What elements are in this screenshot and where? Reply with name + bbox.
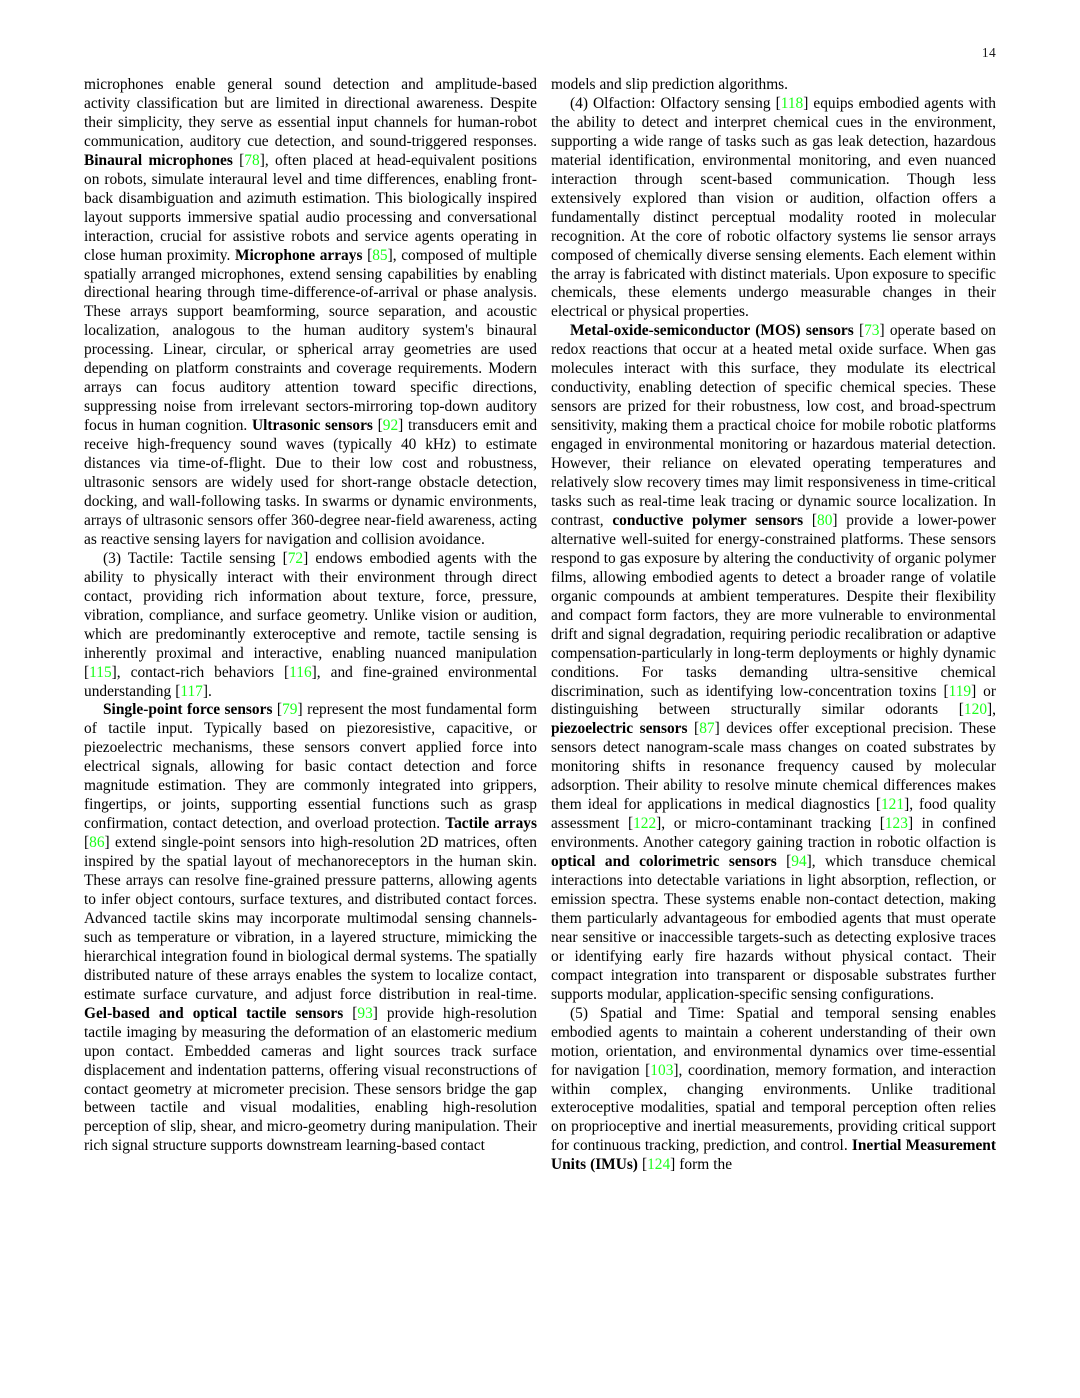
- body-text: [: [272, 701, 283, 719]
- term-bold: Inertial Measurement Units (IMUs): [551, 1137, 996, 1174]
- body-text: ], or micro-contaminant tracking [: [656, 815, 885, 833]
- citation-link[interactable]: 116: [289, 663, 312, 681]
- citation-link[interactable]: 80: [817, 511, 833, 529]
- body-text: ] represent the most fundamental form of tactile input. Typically based on piezoresistive, capacitive, or piezoelectric mechanisms, these sensors convert applied force into electrical signals, allowing for basic contact detection and force magnitude estimation. They are commonly integrated into grippers, fingertips, or joints, supporting essential functions such as grasp confirmation, contact detection, and overload protection.: [84, 701, 537, 833]
- citation-link[interactable]: 79: [282, 701, 298, 719]
- body-text: ] provide high-resolution tactile imaging by measuring the deformation of an elastomeric medium upon contact. Embedded cameras and light sources track surface displacement and indentation patterns, offering visual reconstructions of contact geometry at micrometer precision. These sensors bridge the gap between tactile and visual modalities, enabling high-resolution perception of slip, shear, and micro-geometry during manipulation. Their rich signal structure supports downstream learning-based contact: [84, 1004, 537, 1155]
- citation-link[interactable]: 123: [884, 815, 908, 833]
- citation-link[interactable]: 93: [357, 1004, 373, 1022]
- body-text: [: [776, 853, 792, 871]
- body-text: ], contact-rich behaviors [: [111, 663, 290, 681]
- term-bold: optical and colorimetric sensors: [551, 853, 777, 871]
- body-text: models and slip prediction algorithms.: [551, 76, 788, 93]
- term-bold: Ultrasonic sensors: [251, 417, 373, 435]
- paragraph: [84, 76, 537, 550]
- body-text: (3) Tactile: Tactile sensing [: [103, 549, 288, 567]
- term-bold: Metal-oxide-semiconductor (MOS) sensors: [570, 322, 854, 340]
- paragraph: [551, 322, 996, 1004]
- citation-link[interactable]: 94: [791, 853, 807, 871]
- body-text: (4) Olfaction: Olfactory sensing [: [570, 94, 781, 112]
- term-bold: Single-point force sensors: [103, 701, 273, 719]
- body-text: [: [687, 720, 700, 738]
- citation-link[interactable]: 72: [287, 549, 304, 567]
- citation-link[interactable]: 86: [89, 834, 105, 852]
- body-text: [: [232, 151, 245, 169]
- citation-link[interactable]: 120: [963, 701, 988, 719]
- two-column-body: [84, 76, 996, 1361]
- citation-link[interactable]: 119: [948, 682, 972, 700]
- body-text: [: [372, 417, 383, 435]
- citation-link[interactable]: 121: [880, 796, 905, 814]
- body-text: ] endows embodied agents with the ability to physically interact with their environment through direct contact, providing rich information about texture, force, pressure, vibration, compliance, and surface geometry. Unlike vision or audition, which are predominantly exteroceptive and remote, tactile sensing is inherently proximal and interactive, enabling nuanced manipulation [: [84, 549, 538, 681]
- body-text: [: [853, 322, 865, 340]
- body-text: ], composed of multiple spatially arranged microphones, extend sensing capabilities by enabling directional hearing through time-difference-of-arrival or phase analysis. These arrays support beamforming, source separation, and acoustic localization, analogous to the human auditory system's binaural processing. Linear, circular, or spherical array geometries are used depending on platform constraints and coverage requirements. Modern arrays can focus auditory attention toward specific directions, suppressing noise from irrelevant sectors-mirroring top-down auditory focus in human cognition.: [84, 246, 537, 435]
- body-text: ] equips embodied agents with the ability to detect and interpret chemical cues in the environment, supporting a wide range of tasks such as gas leak detection, hazardous material identification, environmental monitoring, and even nuanced interaction through scent-based communication. Though less extensively explored than vision or audition, olfaction offers a fundamentally distinct perceptual modality rooted in molecular recognition. At the core of robotic olfactory systems lie sensor arrays composed of chemically diverse sensing elements. Each element within the array is fabricated with distinct materials. Upon exposure to specific chemicals, these elements undergo measurable changes in their electrical or physical properties.: [551, 94, 996, 321]
- body-text: ] in confined environments. Another category gaining traction in robotic olfaction is: [551, 815, 996, 852]
- left-column: [84, 76, 537, 1361]
- body-text: ] transducers emit and receive high-frequency sound waves (typically 40 kHz) to estimate distances via time-of-flight. Due to their low cost and robustness, ultrasonic sensors are widely used for short-range obstacle detection, docking, and wall-following tasks. In swarms or dynamic environments, arrays of ultrasonic sensors offer 360-degree near-field awareness, acting as reactive sensing layers for navigation and collision avoidance.: [84, 417, 538, 548]
- citation-link[interactable]: 117: [180, 682, 203, 700]
- term-bold: conductive polymer sensors: [612, 511, 804, 529]
- body-text: [: [84, 834, 90, 852]
- body-text: ] extend single-point sensors into high-resolution 2D matrices, often inspired by the spatial layout of mechanoreceptors in the human skin. These arrays can resolve fine-grained pressure patterns, allowing agents to infer object contours, surface textures, and distributed contact forces. Advanced tactile skins may incorporate multimodal sensing channels-such as temperature or vibration, in a layered structure, mimicking the hierarchical integration found in biological dermal systems. The spatially distributed nature of these arrays enables the system to localize contact, estimate surface curvature, and adjust force distribution in real-time.: [84, 834, 537, 1003]
- body-text: (5) Spatial and Time: Spatial and temporal sensing enables embodied agents to maintain a coherent understanding of their own motion, orientation, and environmental dynamics over time-essential for navigation [: [551, 1004, 996, 1079]
- term-bold: Gel-based and optical tactile sensors: [84, 1004, 344, 1022]
- body-text: ],: [987, 701, 996, 719]
- body-text: ] provide a lower-power alternative well-suited for energy-constrained platforms. These sensors respond to gas exposure by altering the conductivity of organic polymer films, allowing embodied agents to detect a broader range of volatile organic compounds at ambient temperatures. Despite their flexibility and compact form factors, they are more vulnerable to environmental drift and signal degradation, requiring periodic recalibration or adaptive compensation-particularly in long-term deployments or highly dynamic conditions. For tasks demanding ultra-sensitive chemical discrimination, such as identifying low-concentration toxins [: [551, 511, 996, 700]
- right-column: [551, 76, 996, 1361]
- term-bold: Tactile arrays: [445, 815, 537, 833]
- paragraph: [551, 1005, 996, 1176]
- body-text: ] or distinguishing between structurally similar odorants [: [551, 682, 996, 719]
- citation-link[interactable]: 103: [650, 1061, 674, 1079]
- body-text: [: [343, 1004, 358, 1022]
- citation-link[interactable]: 118: [780, 94, 804, 112]
- body-text: ], often placed at head-equivalent positions on robots, simulate interaural level and time differences, enabling front-back disambiguation and azimuth estimation. This biologically inspired layout supports immersive spatial audio processing and conversational interaction, crucial for assistive robots and service agents operating in close human proximity.: [84, 151, 537, 264]
- body-text: [: [803, 511, 818, 529]
- citation-link[interactable]: 124: [647, 1156, 671, 1174]
- body-text: ], which transduce chemical interactions into detectable variations in light absorption, reflection, or emission spectra. These systems enable non-contact detection, making them particularly advantageous for embodied agents that must operate near sensitive or inaccessible targets-such as detecting explosive traces or identifying early fire hazards without physical contact. Their compact integration into transparent or disposable substrates further supports modular, application-specific sensing configurations.: [551, 853, 996, 1003]
- body-text: ] form the: [670, 1156, 733, 1174]
- body-text: ] operate based on redox reactions that occur at a heated metal oxide surface. When gas molecules interact with this surface, they modulate its electrical conductivity, enabling detection of specific chemical species. These sensors are prized for their robustness, low cost, and broad-spectrum sensitivity, making them a practical choice for mobile robotic platforms engaged in environmental monitoring or hazardous material detection. However, their reliance on elevated operating temperatures and relatively slow recovery times may limit responsiveness in time-critical tasks such as real-time leak tracing or dynamic source localization. In contrast,: [551, 322, 996, 529]
- term-bold: piezoelectric sensors: [551, 720, 688, 738]
- body-text: [: [362, 246, 373, 264]
- page-number: 14: [981, 45, 996, 60]
- paragraph: [84, 701, 537, 1156]
- body-text: ], food quality assessment [: [551, 796, 996, 833]
- body-text: microphones enable general sound detection and amplitude-based activity classification but are limited in directional awareness. Despite their simplicity, they serve as essential input channels for human-robot communication, auditory cue detection, and sound-triggered responses.: [84, 76, 537, 150]
- paragraph: [84, 550, 537, 702]
- body-text: ], and fine-grained environmental understanding [: [84, 663, 537, 700]
- body-text: ], coordination, memory formation, and interaction within complex, changing environments. Unlike traditional exteroceptive modalities, spatial and temporal perception often relies on proprioceptive and inertial measurements, providing critical support for continuous tracking, prediction, and control.: [551, 1061, 996, 1155]
- paragraph: [551, 95, 996, 322]
- term-bold: Binaural microphones: [84, 151, 233, 169]
- body-text: [: [637, 1156, 648, 1174]
- citation-link[interactable]: 78: [244, 151, 260, 169]
- citation-link[interactable]: 92: [382, 417, 399, 435]
- citation-link[interactable]: 73: [864, 322, 880, 340]
- citation-link[interactable]: 85: [372, 246, 388, 264]
- body-text: ] devices offer exceptional precision. These sensors detect nanogram-scale mass changes on coated substrates by monitoring shifts in resonance frequency caused by molecular adsorption. Their ability to resolve minute chemical differences makes them ideal for applications in medical diagnostics [: [551, 720, 996, 814]
- term-bold: Microphone arrays: [234, 246, 363, 264]
- body-text: ].: [202, 682, 212, 700]
- citation-link[interactable]: 122: [633, 815, 657, 833]
- paragraph: [551, 76, 996, 95]
- citation-link[interactable]: 87: [699, 720, 715, 738]
- citation-link[interactable]: 115: [89, 663, 112, 681]
